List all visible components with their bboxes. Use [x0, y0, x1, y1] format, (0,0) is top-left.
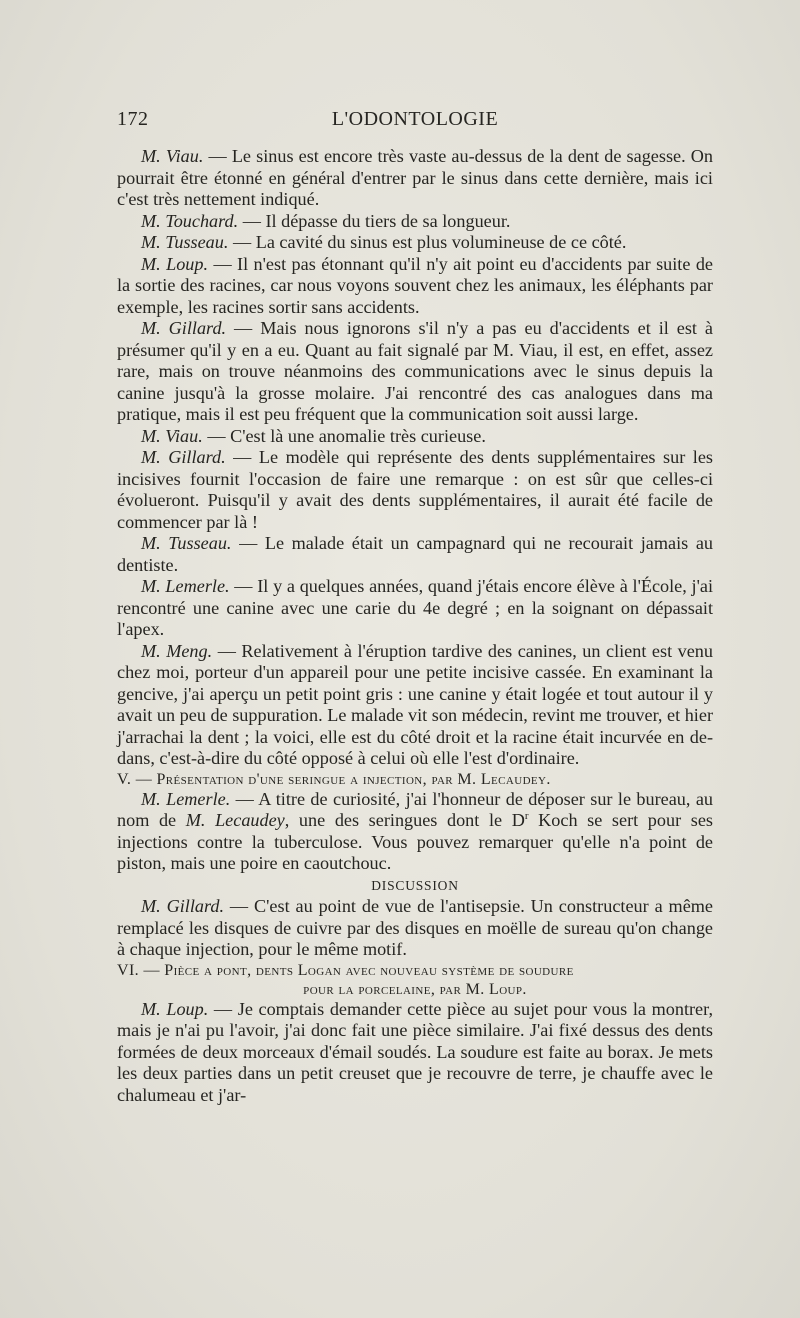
speaker-name: M. Loup. [141, 998, 209, 1019]
running-header [117, 108, 713, 136]
section-v-title: V. — Présentation d'une seringue a injection, par M. Lecaudey. [117, 770, 551, 788]
speaker-name: M. Gillard. [141, 896, 225, 916]
superscript: r [524, 809, 529, 822]
speaker-name: M. Tusseau. [141, 533, 232, 553]
speaker-name: M. Touchard. [141, 210, 239, 231]
speaker-name: M. Lemerle. [141, 576, 230, 596]
speech-text: — Il n'est pas étonnant qu'il n'y ait point eu d'accidents par suite de la sortie des racines, car nous voyons souvent chez les animaux, les éléphants par exemple, les racines sortir sans accidents. [117, 253, 713, 317]
dialogue-paragraph [117, 426, 713, 448]
speech-text: — Il dépasse du tiers de sa longueur. [238, 210, 511, 231]
dialogue-paragraph [117, 232, 713, 254]
discussion-heading: DISCUSSION [371, 877, 459, 893]
speaker-name: M. Tusseau. [141, 232, 229, 252]
speech-text: — A titre de curiosité, j'ai l'honneur de déposer sur le bureau, au nom de [117, 788, 714, 830]
speech-text: — C'est au point de vue de l'antisepsie. Un constructeur a même remplacé les disques de cuivre par des disques en moëlle de sureau qu'on change à chaque injection, pour le même motif. [117, 896, 713, 959]
discussion-paragraph [117, 896, 713, 961]
dialogue-paragraph [117, 533, 713, 576]
speech-text: — Le modèle qui représente des dents supplémentaires sur les incisives fournit l'occasion de faire une remarque : on est sûr que celles-ci évolueront. Puisqu'il y avait des dents supplémentaires, il aurait été facile de commencer par là ! [117, 447, 713, 532]
speech-text: — C'est là une anomalie très curieuse. [202, 425, 486, 446]
speaker-name: M. Gillard. [141, 447, 226, 467]
speaker-name: M. Gillard. [141, 318, 227, 338]
speaker-name: M. Viau. [141, 425, 203, 446]
speech-text: — La cavité du sinus est plus volumineuse de ce côté. [228, 232, 627, 252]
speech-text: — Il y a quelques années, quand j'étais encore élève à l'École, j'ai rencontré une canine avec une carie du 4e degré ; en la soignant on dépassait l'apex. [117, 576, 713, 639]
running-title: L'ODONTOLOGIE [331, 108, 499, 130]
speech-text: — Le malade était un campagnard qui ne recourait jamais au dentiste. [117, 533, 713, 575]
speaker-name: M. Loup. [141, 253, 209, 274]
section-vi-title-line1: VI. — Pièce a pont, dents Logan avec nouveau système de soudure [117, 961, 574, 979]
dialogue-paragraph [117, 211, 713, 233]
section-vi-title [117, 961, 713, 999]
speaker-name: M. Viau. [141, 146, 204, 166]
speaker-name: M. Meng. [141, 640, 213, 661]
speech-text: — Mais nous ignorons s'il n'y a pas eu d'accidents et il est à présumer qu'il y en a eu. Quant au fait signalé par M. Viau, il est, en effet, assez rare, mais on trouve néanmoins des communications avec le sinus depuis la canine jusqu'à la grosse molaire. J'ai rencontré des cas analogues dans ma pratique, mais il est peu fréquent que la communication soit aussi large. [117, 318, 713, 424]
speech-text: Koch se sert pour ses injections contre la tuberculose. Vous pouvez remarquer qu'elle n'a point de piston, mais une poire en caoutchouc. [117, 810, 713, 873]
dialogue-paragraph [117, 641, 713, 770]
dialogue-paragraph [117, 318, 713, 426]
speech-text: , une des seringues dont le D [284, 810, 525, 830]
dialogue-paragraph [117, 576, 713, 641]
dialogue-block [117, 146, 713, 770]
speech-text: — Le sinus est encore très vaste au-dessus de la dent de sagesse. On pourrait être étonné en général d'entrer par le sinus dans cette dernière, mais ici c'est très nettement indiqué. [117, 146, 713, 209]
speech-text: — Je comptais demander cette pièce au sujet pour vous la montrer, mais je n'ai pu l'avoir, j'ai donc fait une pièce similaire. J'ai fixé dessus des dents formées de deux morceaux d'émail soudés. La soudure est faite au borax. Je mets les deux parties dans un petit creuset que je recouvre de terre, je chauffe avec le chalumeau et j'ar- [117, 998, 714, 1105]
section-vi-paragraph [117, 999, 713, 1107]
dialogue-paragraph [117, 146, 713, 211]
speaker-name: M. Lemerle. [141, 788, 231, 809]
page-number: 172 [117, 108, 149, 130]
dialogue-paragraph [117, 254, 713, 319]
person-reference: M. Lecaudey [185, 810, 285, 830]
section-v-paragraph [117, 789, 713, 875]
dialogue-paragraph [117, 447, 713, 533]
speech-text: — Relativement à l'éruption tardive des canines, un client est venu chez moi, porteur d'un appareil pour une petite incisive cassée. En examinant la gencive, j'ai aperçu un petit point gris : une canine y était logée et tout autour il y avait un peu de suppuration. Le malade vit son médecin, revint me trouver, et hier j'arrachai la dent ; la voici, elle est du côté droit et la racine était incurvée en dedans, c'est-à-dire du côté opposé à celui où elle l'est d'ordinaire. [117, 640, 713, 768]
page-body [117, 146, 713, 1106]
section-vi-title-line2: pour la porcelaine, par M. Loup. [303, 980, 527, 998]
